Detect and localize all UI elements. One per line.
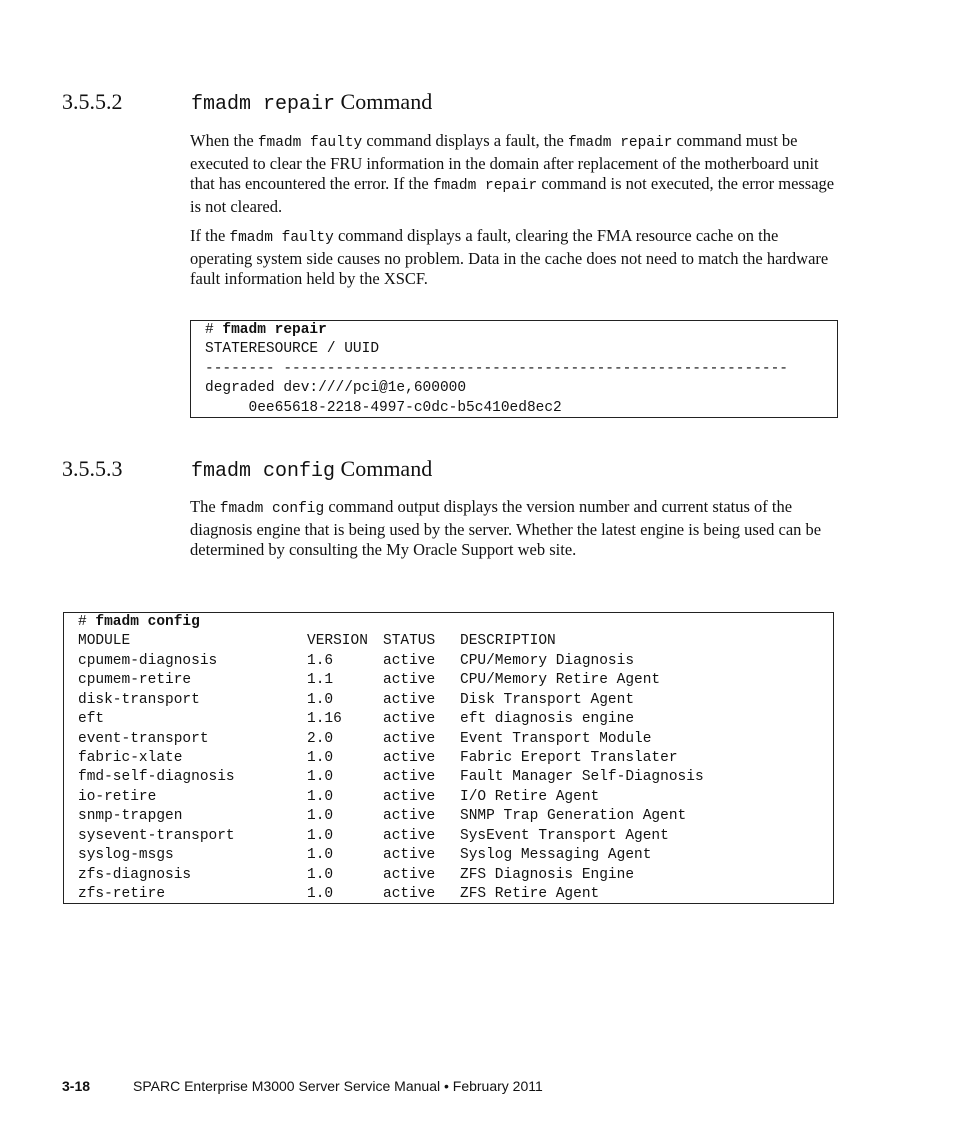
code-block-fmadm-repair — [190, 320, 838, 418]
code-command: fmadm config — [95, 614, 200, 630]
section-number: 3.5.5.3 — [62, 456, 123, 481]
text-segment: The — [190, 497, 220, 516]
status-cell: active — [383, 672, 436, 689]
code-output-line: 0ee65618-2218-4997-c0dc-b5c410ed8ec2 — [205, 399, 562, 416]
version-cell: 1.0 — [307, 769, 334, 786]
config-row — [78, 730, 833, 749]
code-command: fmadm repair — [222, 322, 327, 338]
version-cell: 1.0 — [307, 827, 334, 844]
status-cell: active — [383, 691, 436, 708]
status-cell: active — [383, 711, 436, 728]
paragraph-repair-cache — [190, 226, 835, 290]
code-command-line — [205, 321, 837, 340]
section-title — [191, 89, 432, 116]
section-title-code: fmadm repair — [191, 93, 336, 116]
config-row — [78, 846, 833, 865]
description-cell: Fabric Ereport Translater — [460, 750, 678, 767]
description-cell: Event Transport Module — [460, 730, 652, 747]
description-cell: ZFS Retire Agent — [460, 886, 600, 903]
text-segment: command output displays the version number and current status of the diagnosis engine that is being used by the server. Whether the latest engine is being used can be determined by consulting the My Oracle Support web site. — [190, 497, 822, 559]
status-cell: active — [383, 808, 436, 825]
column-header-status: STATUS — [383, 633, 436, 650]
text-segment: command displays a fault, the — [362, 131, 568, 150]
config-row — [78, 652, 833, 671]
module-cell: syslog-msgs — [78, 847, 174, 864]
version-cell: 1.0 — [307, 750, 334, 767]
inline-code: fmadm repair — [567, 135, 673, 151]
code-separator-line: -------- ---------------------------------------------------------- — [205, 360, 788, 377]
module-cell: eft — [78, 711, 105, 728]
version-cell: 1.0 — [307, 788, 334, 805]
description-cell: eft diagnosis engine — [460, 711, 635, 728]
description-cell: Disk Transport Agent — [460, 691, 635, 708]
module-cell: zfs-retire — [78, 886, 166, 903]
description-cell: I/O Retire Agent — [460, 788, 600, 805]
section-title-text: Command — [335, 89, 433, 114]
description-cell: SNMP Trap Generation Agent — [460, 808, 687, 825]
footer-title: SPARC Enterprise M3000 Server Service Manual • February 2011 — [133, 1078, 543, 1094]
description-cell: Syslog Messaging Agent — [460, 847, 652, 864]
paragraph-config-intro — [190, 497, 835, 561]
status-cell: active — [383, 652, 436, 669]
config-row — [78, 710, 833, 729]
version-cell: 1.1 — [307, 672, 334, 689]
module-cell: snmp-trapgen — [78, 808, 183, 825]
section-number: 3.5.5.2 — [62, 89, 123, 114]
text-segment: command must be executed to clear the FRU information in the domain after replacement of the motherboard unit that has encountered the error. If the — [190, 131, 819, 193]
config-row — [78, 866, 833, 885]
inline-code: fmadm repair — [432, 178, 538, 194]
module-cell: cpumem-retire — [78, 672, 192, 689]
description-cell: CPU/Memory Diagnosis — [460, 652, 635, 669]
column-header-description: DESCRIPTION — [460, 633, 556, 650]
status-cell: active — [383, 769, 436, 786]
page-number: 3-18 — [62, 1078, 91, 1094]
inline-code: fmadm faulty — [257, 135, 363, 151]
module-cell: zfs-diagnosis — [78, 866, 192, 883]
description-cell: Fault Manager Self-Diagnosis — [460, 769, 704, 786]
section-title-code: fmadm config — [191, 460, 336, 483]
paragraph-repair-intro — [190, 131, 835, 217]
text-segment: command is not executed, the error message is not cleared. — [190, 174, 835, 216]
code-output-line: degraded dev:////pci@1e,600000 — [205, 380, 467, 397]
version-cell: 1.6 — [307, 652, 334, 669]
module-cell: io-retire — [78, 788, 157, 805]
module-cell: sysevent-transport — [78, 827, 235, 844]
status-cell: active — [383, 788, 436, 805]
config-row — [78, 885, 833, 904]
version-cell: 1.0 — [307, 808, 334, 825]
text-segment: If the — [190, 226, 230, 245]
status-cell: active — [383, 730, 436, 747]
config-row — [78, 807, 833, 826]
code-block-fmadm-config — [63, 612, 834, 904]
text-segment: When the — [190, 131, 258, 150]
description-cell: CPU/Memory Retire Agent — [460, 672, 661, 689]
config-row — [78, 788, 833, 807]
status-cell: active — [383, 827, 436, 844]
version-cell: 1.0 — [307, 886, 334, 903]
inline-code: fmadm faulty — [229, 230, 334, 246]
version-cell: 1.16 — [307, 711, 342, 728]
text-segment: command displays a fault, clearing the FMA resource cache on the operating system side causes no problem. Data in the cache does not need to match the hardware fault information held by the XSCF. — [190, 226, 829, 288]
config-header-row — [78, 632, 833, 651]
column-header-version: VERSION — [307, 633, 368, 650]
section-title — [191, 456, 432, 483]
module-cell: cpumem-diagnosis — [78, 652, 218, 669]
module-cell: disk-transport — [78, 691, 200, 708]
description-cell: SysEvent Transport Agent — [460, 827, 669, 844]
module-cell: fabric-xlate — [78, 750, 183, 767]
config-row — [78, 827, 833, 846]
status-cell: active — [383, 886, 436, 903]
module-cell: fmd-self-diagnosis — [78, 769, 235, 786]
version-cell: 1.0 — [307, 691, 334, 708]
code-prompt: # — [205, 322, 223, 338]
description-cell: ZFS Diagnosis Engine — [460, 866, 635, 883]
config-row — [78, 749, 833, 768]
inline-code: fmadm config — [219, 501, 325, 517]
code-prompt: # — [78, 614, 96, 630]
config-rows — [78, 652, 833, 905]
config-row — [78, 671, 833, 690]
column-header-module: MODULE — [78, 633, 131, 650]
module-cell: event-transport — [78, 730, 209, 747]
code-command-line — [78, 613, 833, 632]
status-cell: active — [383, 866, 436, 883]
code-header-line: STATERESOURCE / UUID — [205, 341, 380, 358]
status-cell: active — [383, 750, 436, 767]
status-cell: active — [383, 847, 436, 864]
config-row — [78, 768, 833, 787]
version-cell: 1.0 — [307, 847, 334, 864]
version-cell: 1.0 — [307, 866, 334, 883]
version-cell: 2.0 — [307, 730, 334, 747]
config-row — [78, 691, 833, 710]
section-title-text: Command — [335, 456, 433, 481]
